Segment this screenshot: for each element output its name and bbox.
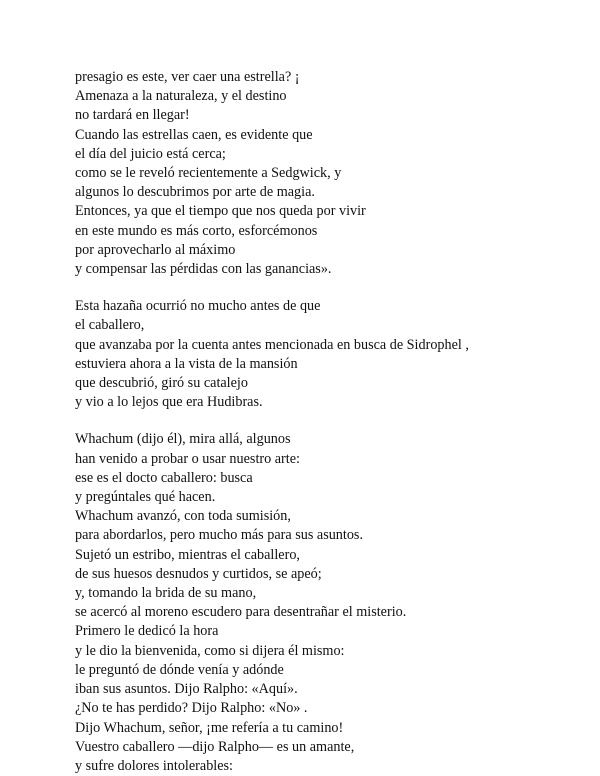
text-line: que descubrió, giró su catalejo xyxy=(75,375,248,392)
poem-text xyxy=(75,68,575,776)
text-line: y le dio la bienvenida, como si dijera él mismo: xyxy=(75,642,345,659)
text-line: como se le reveló recientemente a Sedgwick, y xyxy=(75,165,342,182)
text-line: y, tomando la brida de su mano, xyxy=(75,585,257,602)
text-line: Amenaza a la naturaleza, y el destino xyxy=(75,88,287,105)
text-line: Primero le dedicó la hora xyxy=(75,623,219,640)
text-line: por aprovecharlo al máximo xyxy=(75,241,236,258)
text-line: le preguntó de dónde venía y adónde xyxy=(75,661,284,678)
stanza xyxy=(75,297,575,412)
text-line: que avanzaba por la cuenta antes mencionada en busca de Sidrophel , xyxy=(75,336,469,353)
stanza xyxy=(75,68,575,279)
text-line: de sus huesos desnudos y curtidos, se apeó; xyxy=(75,565,322,582)
text-line: Dijo Whachum, señor, ¡me refería a tu camino! xyxy=(75,719,344,736)
text-line: iban sus asuntos. Dijo Ralpho: «Aquí». xyxy=(75,681,298,698)
text-line: estuviera ahora a la vista de la mansión xyxy=(75,355,298,372)
text-line: Cuando las estrellas caen, es evidente que xyxy=(75,126,313,143)
stanza xyxy=(75,430,575,776)
text-line: y sufre dolores intolerables: xyxy=(75,757,233,774)
text-line: en este mundo es más corto, esforcémonos xyxy=(75,222,318,239)
text-line: Esta hazaña ocurrió no mucho antes de que xyxy=(75,298,321,315)
text-line: para abordarlos, pero mucho más para sus asuntos. xyxy=(75,527,364,544)
text-line: Sujetó un estribo, mientras el caballero, xyxy=(75,546,300,563)
text-line: Vuestro caballero —dijo Ralpho— es un amante, xyxy=(75,738,355,755)
text-line: se acercó al moreno escudero para desentrañar el misterio. xyxy=(75,604,407,621)
text-line: el caballero, xyxy=(75,317,145,334)
text-line: y pregúntales qué hacen. xyxy=(75,489,216,506)
text-line: el día del juicio está cerca; xyxy=(75,145,226,162)
text-line: algunos lo descubrimos por arte de magia. xyxy=(75,184,315,201)
text-line: han venido a probar o usar nuestro arte: xyxy=(75,450,300,467)
text-line: Entonces, ya que el tiempo que nos queda por vivir xyxy=(75,203,366,220)
text-line: ese es el docto caballero: busca xyxy=(75,469,253,486)
text-line: y vio a lo lejos que era Hudibras. xyxy=(75,394,263,411)
text-line: y compensar las pérdidas con las ganancias». xyxy=(75,261,332,278)
text-line: presagio es este, ver caer una estrella? ¡ xyxy=(75,69,300,85)
text-line: ¿No te has perdido? Dijo Ralpho: «No» . xyxy=(75,700,308,717)
text-line: Whachum (dijo él), mira allá, algunos xyxy=(75,431,291,448)
text-line: Whachum avanzó, con toda sumisión, xyxy=(75,508,291,525)
text-line: no tardará en llegar! xyxy=(75,107,190,124)
